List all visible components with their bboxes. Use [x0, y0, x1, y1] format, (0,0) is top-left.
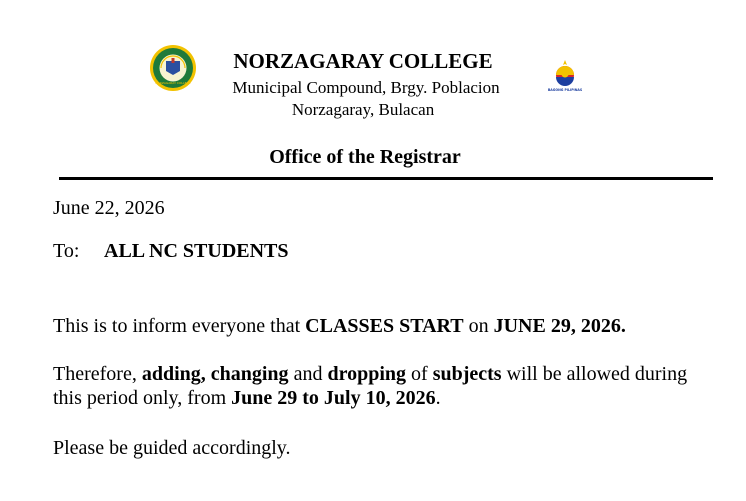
- paragraph-add-drop: [53, 362, 713, 410]
- college-name: NORZAGARAY COLLEGE: [233, 49, 493, 73]
- address-line-1: Municipal Compound, Brgy. Poblacion: [232, 78, 500, 97]
- p2-bold-2: dropping: [327, 363, 407, 385]
- address-line-2: Norzagaray, Bulacan: [291, 100, 435, 119]
- right-logo-text: BAGONG PILIPINAS: [547, 88, 583, 92]
- to-value: ALL NC STUDENTS: [104, 240, 289, 262]
- p1-text-2: on: [463, 315, 494, 337]
- p2-text-5: .: [435, 387, 441, 409]
- paragraph-closing: Please be guided accordingly.: [53, 437, 291, 459]
- p2-text-2: and: [288, 363, 328, 385]
- p1-bold-classes-start: CLASSES START: [305, 315, 464, 337]
- seal-text: NORZAGARAY COLLEGE: [155, 81, 191, 85]
- p2-bold-period: June 29 to July 10, 2026: [231, 387, 436, 409]
- p2-text-3: of: [406, 363, 433, 385]
- header-divider: [59, 177, 713, 180]
- p2-bold-1: adding, changing: [141, 363, 289, 385]
- to-label: To:: [53, 240, 80, 262]
- p2-text-4: will be allowed during this period only, from: [53, 363, 688, 409]
- paragraph-classes-start: [53, 314, 713, 338]
- office-title: Office of the Registrar: [269, 146, 461, 168]
- p2-text-1: Therefore,: [53, 363, 142, 385]
- p1-bold-date: JUNE 29, 2026.: [493, 315, 626, 337]
- p1-text-1: This is to inform everyone that: [53, 315, 306, 337]
- memo-date: June 22, 2026: [53, 197, 165, 219]
- memo-recipient: [53, 240, 289, 263]
- p2-bold-3: subjects: [432, 363, 502, 385]
